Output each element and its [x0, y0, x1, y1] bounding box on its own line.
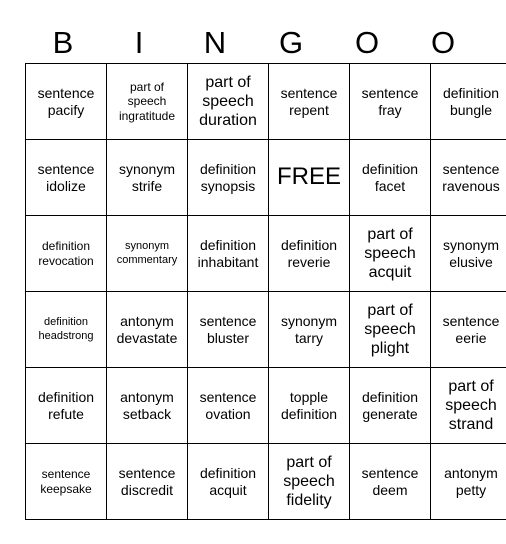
bingo-cell[interactable]: sentence bluster: [188, 292, 269, 368]
bingo-cell[interactable]: part of speech strand: [431, 368, 506, 444]
grid-row-6: [26, 444, 506, 520]
header-letter-o: O: [354, 25, 380, 60]
header-letter-g: G: [278, 25, 304, 60]
grid-row-5: [26, 368, 506, 444]
bingo-cell[interactable]: definition refute: [26, 368, 107, 444]
bingo-cell[interactable]: synonym elusive: [431, 216, 506, 292]
bingo-cell[interactable]: definition acquit: [188, 444, 269, 520]
bingo-cell[interactable]: sentence idolize: [26, 140, 107, 216]
bingo-cell[interactable]: definition revocation: [26, 216, 107, 292]
header-letter-b: B: [52, 25, 74, 60]
bingo-cell[interactable]: definition inhabitant: [188, 216, 269, 292]
bingo-cell[interactable]: sentence discredit: [107, 444, 188, 520]
bingo-cell[interactable]: sentence eerie: [431, 292, 506, 368]
bingo-cell[interactable]: definition headstrong: [26, 292, 107, 368]
bingo-grid: [25, 63, 506, 520]
bingo-cell[interactable]: definition facet: [350, 140, 431, 216]
bingo-cell[interactable]: antonym petty: [431, 444, 506, 520]
bingo-cell[interactable]: sentence keepsake: [26, 444, 107, 520]
free-cell[interactable]: FREE: [269, 140, 350, 216]
grid-row-3: [26, 216, 506, 292]
bingo-cell[interactable]: synonym tarry: [269, 292, 350, 368]
grid-row-1: [26, 64, 506, 140]
header-letter-o-2: O: [430, 25, 456, 60]
bingo-cell[interactable]: sentence fray: [350, 64, 431, 140]
bingo-cell[interactable]: synonym commentary: [107, 216, 188, 292]
bingo-cell[interactable]: sentence repent: [269, 64, 350, 140]
bingo-cell[interactable]: part of speech ingratitude: [107, 64, 188, 140]
bingo-cell[interactable]: sentence deem: [350, 444, 431, 520]
bingo-cell[interactable]: sentence ravenous: [431, 140, 506, 216]
bingo-cell[interactable]: antonym setback: [107, 368, 188, 444]
bingo-cell[interactable]: sentence ovation: [188, 368, 269, 444]
bingo-cell[interactable]: definition reverie: [269, 216, 350, 292]
grid-row-4: [26, 292, 506, 368]
grid-row-2: [26, 140, 506, 216]
header-letter-i: I: [134, 25, 144, 60]
bingo-cell[interactable]: part of speech duration: [188, 64, 269, 140]
bingo-cell[interactable]: antonym devastate: [107, 292, 188, 368]
bingo-cell[interactable]: part of speech acquit: [350, 216, 431, 292]
bingo-cell[interactable]: definition bungle: [431, 64, 506, 140]
bingo-cell[interactable]: definition synopsis: [188, 140, 269, 216]
bingo-cell[interactable]: topple definition: [269, 368, 350, 444]
bingo-cell[interactable]: synonym strife: [107, 140, 188, 216]
bingo-header: [25, 22, 481, 64]
bingo-cell[interactable]: definition generate: [350, 368, 431, 444]
header-letter-n: N: [203, 25, 227, 60]
bingo-cell[interactable]: sentence pacify: [26, 64, 107, 140]
bingo-cell[interactable]: part of speech fidelity: [269, 444, 350, 520]
bingo-cell[interactable]: part of speech plight: [350, 292, 431, 368]
